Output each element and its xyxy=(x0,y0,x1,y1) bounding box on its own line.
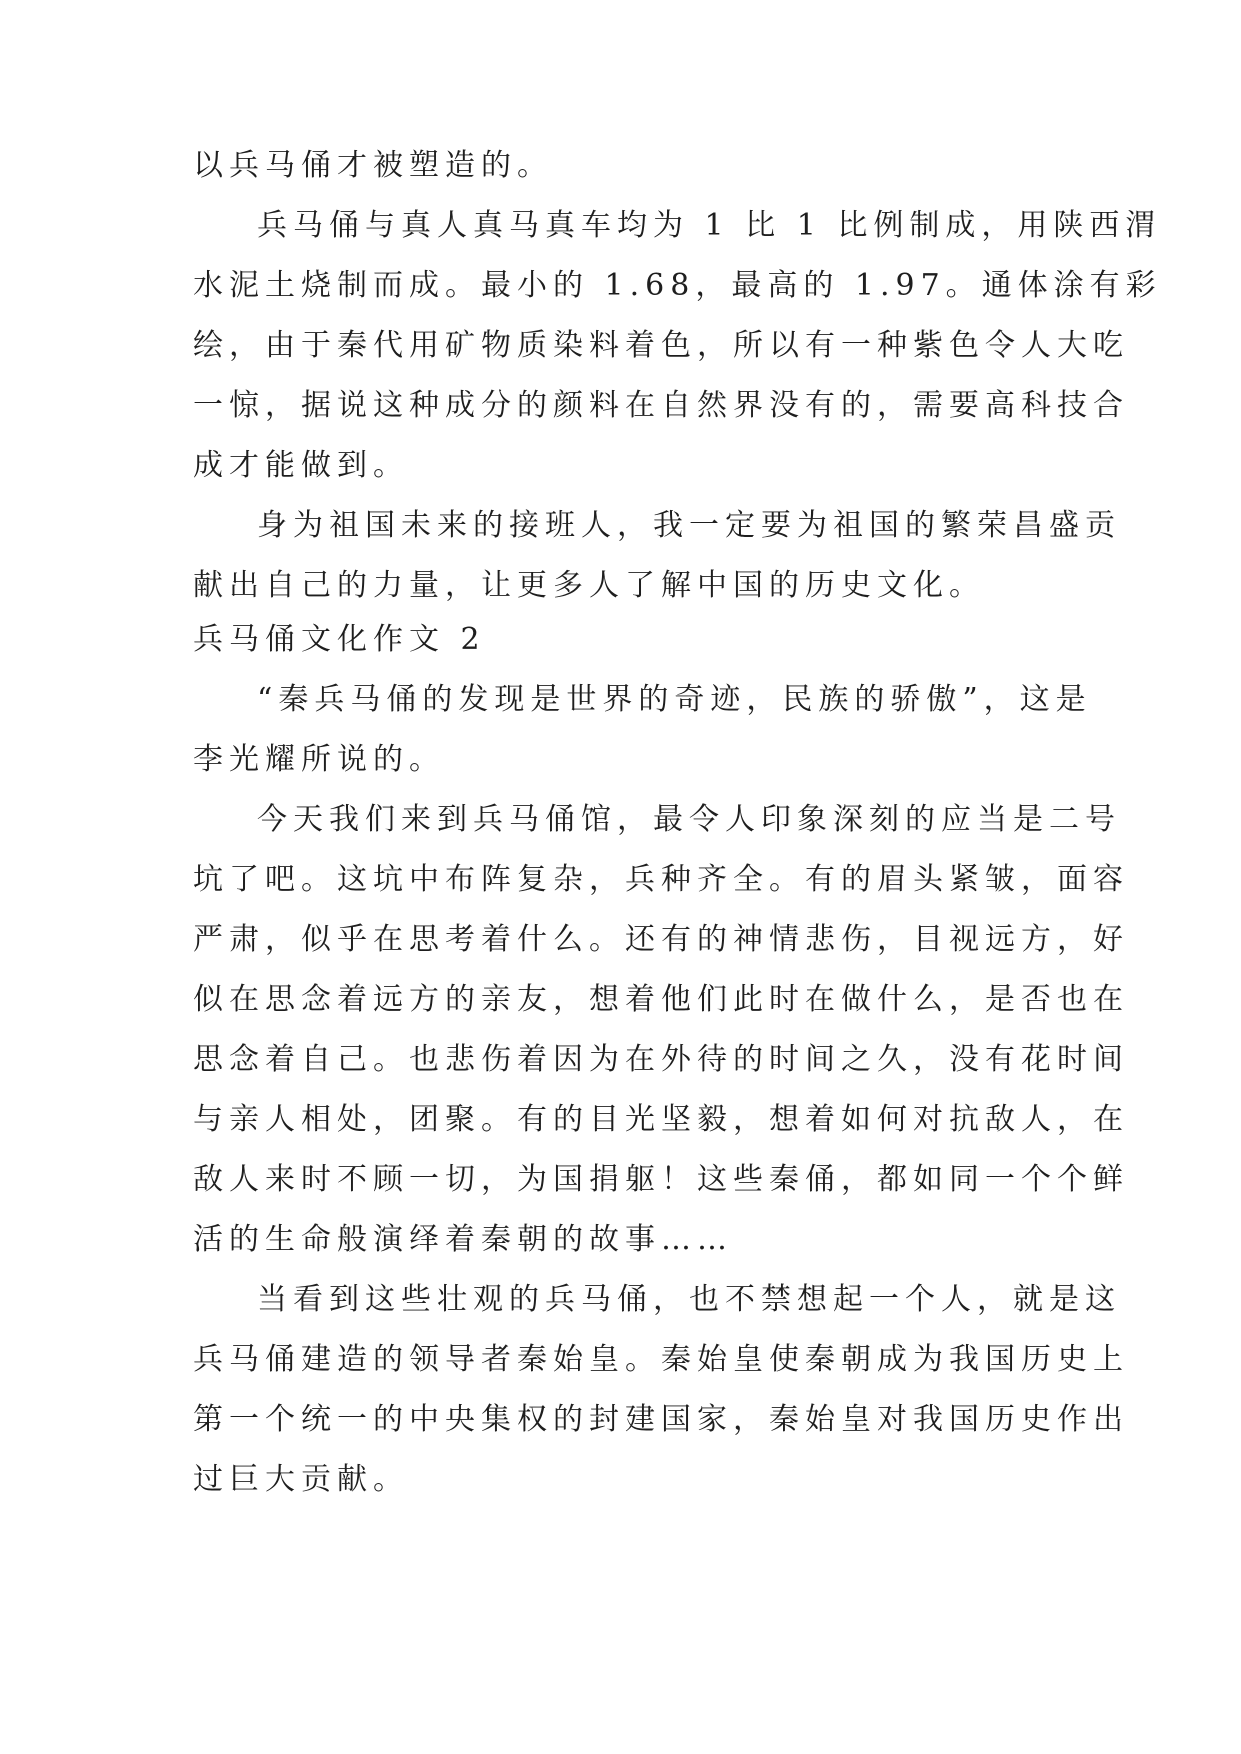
text-line: 兵马俑建造的领导者秦始皇。秦始皇使秦朝成为我国历史上 xyxy=(193,1342,1129,1377)
text-line: 今天我们来到兵马俑馆，最令人印象深刻的应当是二号 xyxy=(257,802,1121,837)
text-line: 敌人来时不顾一切，为国捐躯！这些秦俑，都如同一个个鲜 xyxy=(193,1162,1129,1197)
text-line: 李光耀所说的。 xyxy=(193,742,445,777)
text-line: 献出自己的力量，让更多人了解中国的历史文化。 xyxy=(193,568,985,603)
text-line: 活的生命般演绎着秦朝的故事…… xyxy=(193,1222,733,1257)
text-line: 兵马俑与真人真马真车均为 1 比 1 比例制成，用陕西渭 xyxy=(257,208,1162,243)
text-line: 与亲人相处，团聚。有的目光坚毅，想着如何对抗敌人，在 xyxy=(193,1102,1129,1137)
text-line: 严肃，似乎在思考着什么。还有的神情悲伤，目视远方，好 xyxy=(193,922,1129,957)
text-line: 第一个统一的中央集权的封建国家，秦始皇对我国历史作出 xyxy=(193,1402,1129,1437)
text-line: 绘，由于秦代用矿物质染料着色，所以有一种紫色令人大吃 xyxy=(193,328,1129,363)
text-line: 以兵马俑才被塑造的。 xyxy=(193,148,553,183)
text-line: 思念着自己。也悲伤着因为在外待的时间之久，没有花时间 xyxy=(193,1042,1129,1077)
text-line: “秦兵马俑的发现是世界的奇迹，民族的骄傲”，这是 xyxy=(257,682,1092,717)
section-2 xyxy=(193,610,1129,1510)
text-line: 一惊，据说这种成分的颜料在自然界没有的，需要高科技合 xyxy=(193,388,1129,423)
text-line: 成才能做到。 xyxy=(193,448,409,483)
text-line: 似在思念着远方的亲友，想着他们此时在做什么，是否也在 xyxy=(193,982,1129,1017)
text-line: 坑了吧。这坑中布阵复杂，兵种齐全。有的眉头紧皱，面容 xyxy=(193,862,1129,897)
section-1 xyxy=(193,136,1162,616)
text-line: 水泥土烧制而成。最小的 1.68，最高的 1.97。通体涂有彩 xyxy=(193,268,1162,303)
text-line: 当看到这些壮观的兵马俑，也不禁想起一个人，就是这 xyxy=(257,1282,1121,1317)
text-line: 身为祖国未来的接班人，我一定要为祖国的繁荣昌盛贡 xyxy=(257,508,1121,543)
text-line: 过巨大贡献。 xyxy=(193,1462,409,1497)
section-title: 兵马俑文化作文 2 xyxy=(193,622,486,657)
